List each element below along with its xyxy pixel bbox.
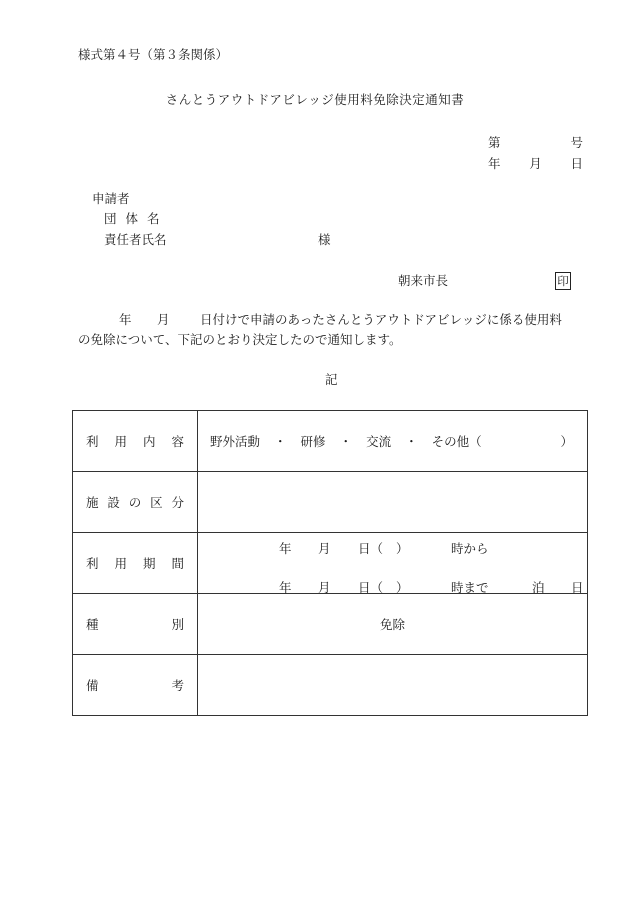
period-value-cell: 年 月 日（ ） 時から 年 月 日（ ） 時まで 泊 日 — [198, 533, 588, 594]
separator: ・ — [405, 434, 418, 449]
separator: ・ — [339, 434, 353, 449]
usage-other-close: ） — [560, 434, 573, 449]
type-value: 免除 — [198, 594, 588, 655]
usage-option-exchange: 交流 — [366, 434, 392, 449]
remarks-label-cell — [73, 655, 198, 716]
table-row-usage — [73, 411, 588, 472]
details-table — [72, 410, 588, 716]
remarks-label: 備 考 — [86, 678, 184, 693]
form-number: 様式第４号（第３条関係） — [78, 47, 229, 62]
usage-label: 利 用 内 容 — [86, 434, 184, 449]
date-day: 日 — [570, 156, 583, 171]
issue-date — [488, 154, 583, 172]
document-title: さんとうアウトドアビレッジ使用料免除決定通知書 — [165, 92, 465, 107]
period-label-cell — [73, 533, 198, 594]
facility-label: 施 設 の 区 分 — [86, 495, 184, 510]
table-row-period — [73, 533, 588, 594]
usage-label-cell — [73, 411, 198, 472]
table-row-facility — [73, 472, 588, 533]
honorific: 様 — [318, 232, 331, 247]
representative-name-label: 責任者氏名 — [104, 232, 167, 247]
doc-number-prefix: 第 — [488, 135, 501, 150]
period-label: 利 用 期 間 — [86, 556, 184, 571]
ki-heading: 記 — [325, 372, 338, 387]
usage-option-other: その他（ — [431, 434, 482, 449]
table-row-remarks — [73, 655, 588, 716]
notice-body-line-1: 年 月 日付けで申請のあったさんとうアウトドアビレッジに係る使用料 — [119, 312, 562, 327]
facility-label-cell — [73, 472, 198, 533]
doc-number-suffix: 号 — [570, 135, 583, 150]
usage-value-cell — [198, 411, 588, 472]
usage-option-training: 研修 — [300, 434, 326, 449]
remarks-value-cell — [198, 655, 588, 716]
usage-option-outdoor: 野外活動 — [210, 434, 261, 449]
applicant-heading: 申請者 — [92, 191, 130, 206]
date-year: 年 — [488, 156, 501, 171]
issuer-name: 朝来市長 — [398, 273, 449, 288]
type-label: 種 別 — [86, 617, 184, 632]
document-number — [488, 133, 583, 151]
group-name-label: 団体名 — [104, 211, 160, 226]
notice-body-line-2: の免除について、下記のとおり決定したので通知します。 — [78, 332, 402, 347]
facility-value-cell — [198, 472, 588, 533]
type-label-cell — [73, 594, 198, 655]
date-month: 月 — [529, 156, 542, 171]
table-row-type — [73, 594, 588, 655]
separator: ・ — [274, 434, 287, 449]
seal-mark: 印 — [555, 272, 571, 290]
